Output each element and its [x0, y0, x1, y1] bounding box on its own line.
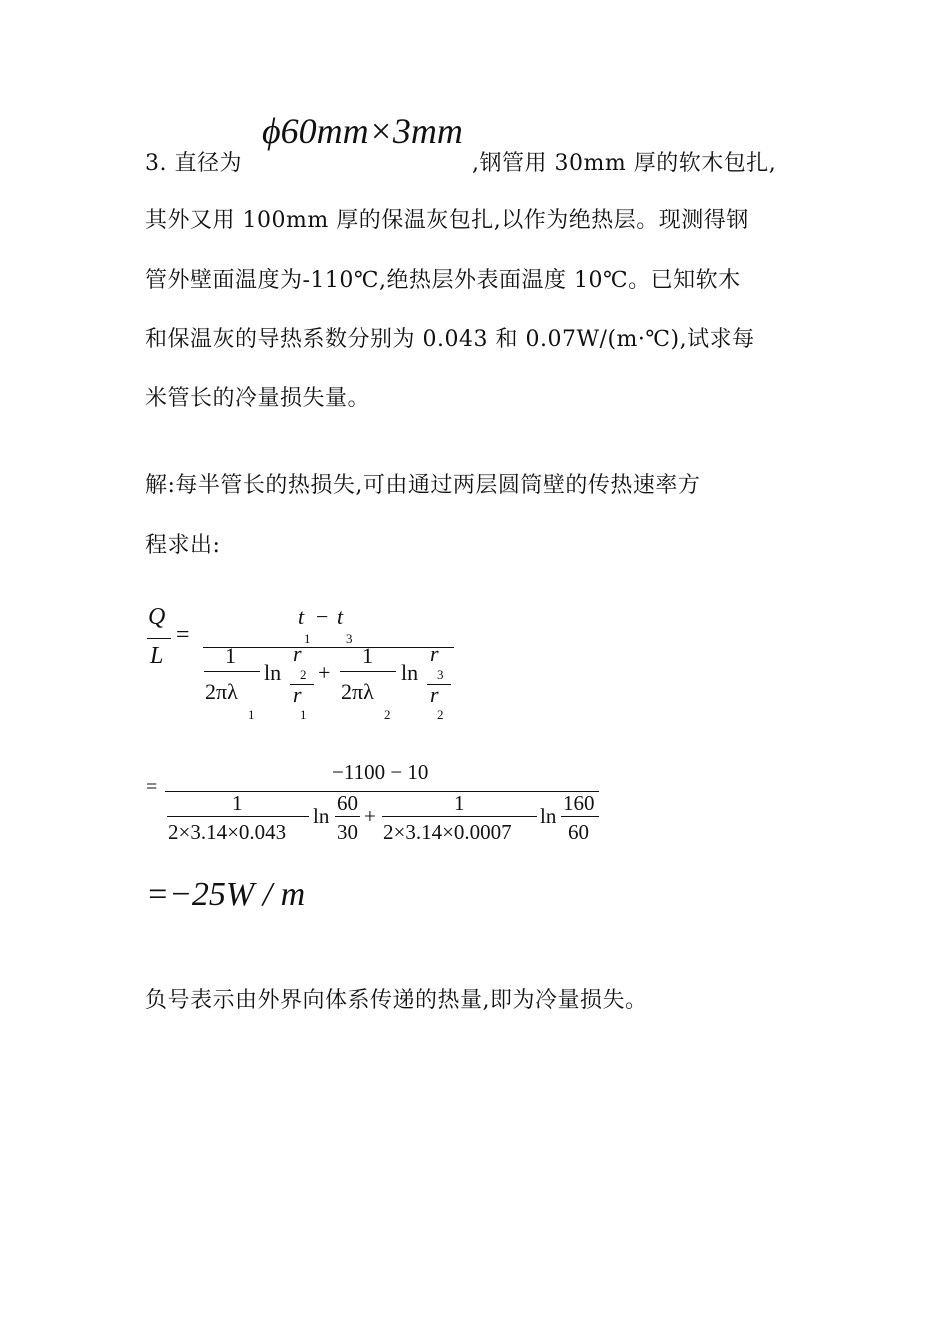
formula1-t1: t [298, 604, 305, 629]
formula1-lhs-denominator: L [150, 643, 164, 669]
formula2-frac-b-top: 160 [563, 791, 595, 815]
formula1-lhs-bar [147, 638, 171, 639]
formula2-den-b: 2×3.14×0.0007 [383, 820, 512, 844]
formula1-t3: t [337, 604, 344, 629]
problem-line-4: 和保温灰的导热系数分别为 0.043 和 0.07W/(m·℃),试求每 [145, 327, 755, 352]
formula1-plus: + [318, 660, 331, 685]
formula1-r2b-sub: 2 [437, 707, 444, 722]
formula1-den-a: 2πλ [205, 679, 238, 704]
formula2-numerator: −1100 − 10 [332, 760, 429, 784]
problem-line-5: 米管长的冷量损失量。 [145, 386, 371, 411]
formula2-ln-b: ln [540, 804, 557, 828]
formula1-equals: = [176, 622, 190, 648]
solution-line-1: 解:每半管长的热损失,可由通过两层圆筒壁的传热速率方 [145, 473, 701, 498]
conclusion-line: 负号表示由外界向体系传递的热量,即为冷量损失。 [145, 988, 648, 1013]
problem-number-text: 3. 直径为 [145, 151, 242, 176]
formula1-ln-b: ln [401, 660, 419, 685]
formula1-den-b-sub: 2 [384, 707, 391, 722]
formula1-minus: − [316, 604, 329, 629]
formula2-ln-a: ln [313, 804, 330, 828]
problem-line-1-suffix: ,钢管用 30mm 厚的软木包扎, [472, 151, 777, 176]
formula2-one-a: 1 [232, 791, 243, 815]
formula2-frac-a-bot: 30 [337, 820, 358, 844]
problem-line-3: 管外壁面温度为-110℃,绝热层外表面温度 10℃。已知软木 [145, 268, 741, 293]
solution-line-2: 程求出: [145, 533, 221, 558]
formula1-den-a-sub: 1 [248, 707, 255, 722]
formula1-ln-a: ln [264, 660, 282, 685]
formula2-bar-ln-b [561, 816, 599, 817]
pipe-spec: ϕ60mm×3mm [262, 111, 463, 151]
problem-line-1 [145, 146, 242, 177]
formula2-plus: + [364, 804, 376, 828]
formula1-bar-a [204, 671, 260, 672]
formula1-one-b: 1 [362, 643, 373, 668]
result-value [146, 876, 305, 914]
formula2-frac-b-bot: 60 [568, 820, 589, 844]
formula2-den-a: 2×3.14×0.043 [168, 820, 287, 844]
formula2-bar-a [167, 816, 309, 817]
formula1-main-bar [203, 647, 454, 648]
formula2-equals: = [146, 776, 158, 798]
formula2-one-b: 1 [454, 791, 465, 815]
formula1-r3-sub: 3 [437, 667, 444, 682]
formula1-r1-sub: 1 [300, 707, 307, 722]
formula1-t1-sub: 1 [304, 631, 311, 646]
formula1-r1: r [293, 682, 302, 707]
formula2-bar-ln-a [335, 816, 360, 817]
formula2-frac-a-top: 60 [337, 791, 358, 815]
formula1-lhs-numerator: Q [148, 604, 166, 630]
formula1-den-b: 2πλ [341, 679, 374, 704]
formula1-r2b: r [430, 682, 439, 707]
formula1-r2: r [293, 641, 302, 666]
formula2-main-bar [165, 791, 599, 792]
formula1-r2-sub: 2 [300, 667, 307, 682]
formula2-bar-b [382, 816, 537, 817]
result-text: =−25W / m [146, 876, 306, 913]
formula1-t3-sub: 3 [346, 631, 353, 646]
formula1-one-a: 1 [225, 643, 236, 668]
formula1-bar-b [340, 671, 396, 672]
formula1-r3: r [430, 641, 439, 666]
problem-line-2: 其外又用 100mm 厚的保温灰包扎,以作为绝热层。现测得钢 [145, 208, 749, 233]
